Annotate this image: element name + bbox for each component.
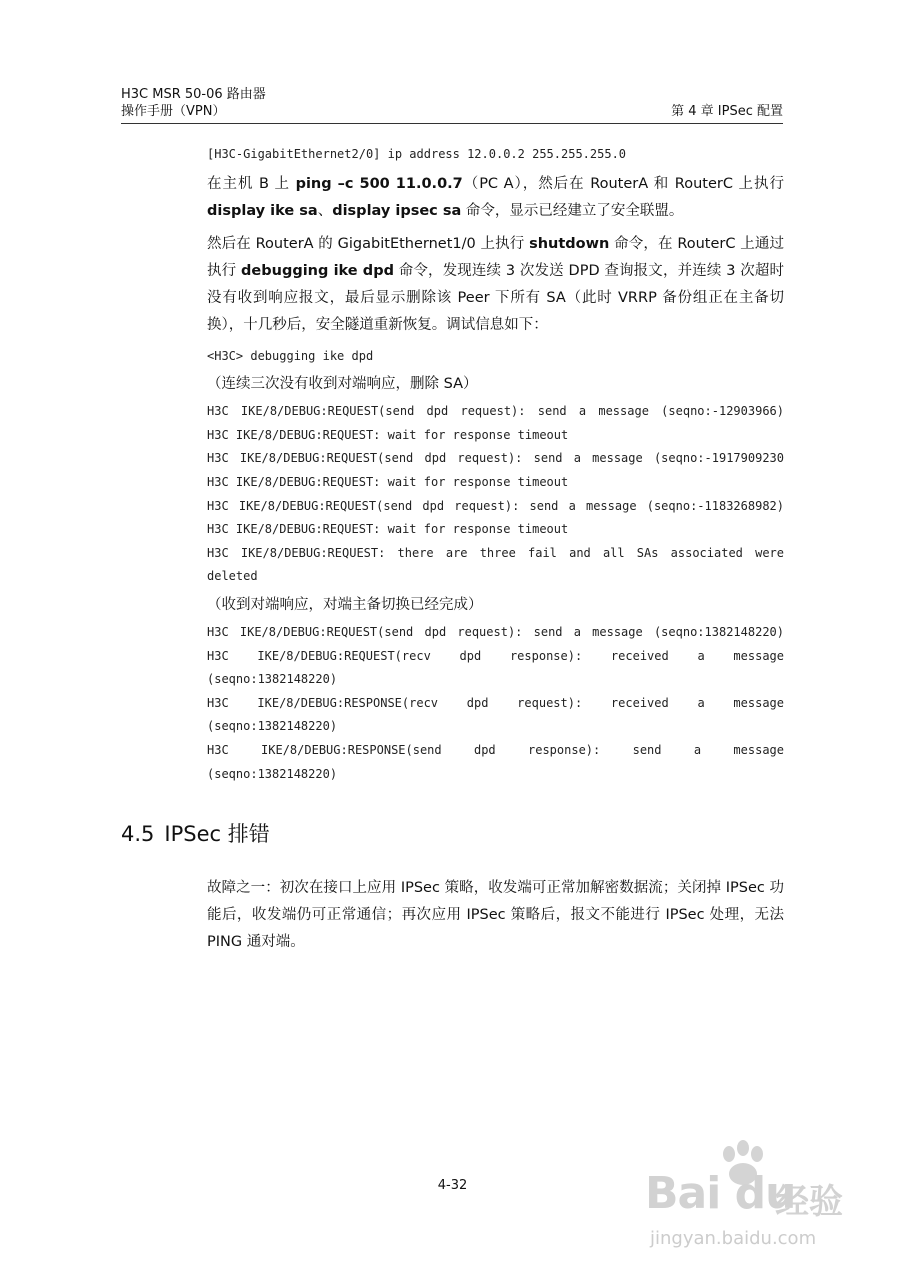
section-heading xyxy=(121,818,280,848)
log-line: H3C IKE/8/DEBUG:RESPONSE(send dpd response): send a message xyxy=(207,742,784,757)
log-line: H3C IKE/8/DEBUG:REQUEST: there are three fail and all SAs associated were xyxy=(207,545,784,560)
section-number: 4.5 xyxy=(121,822,155,846)
note-switchover-complete: （收到对端响应，对端主备切换已经完成） xyxy=(207,596,483,613)
log-line: H3C IKE/8/DEBUG:REQUEST: wait for response timeout xyxy=(207,427,569,442)
watermark-brand: 经验 xyxy=(775,1182,843,1222)
cmd-display-ipsec-sa: display ipsec sa xyxy=(332,202,462,219)
log-line: H3C IKE/8/DEBUG:REQUEST: wait for response timeout xyxy=(207,522,569,537)
section-title: IPSec 排错 xyxy=(164,822,270,846)
log-line: H3C IKE/8/DEBUG:RESPONSE(recv dpd request): received a message xyxy=(207,695,784,710)
log-line: H3C IKE/8/DEBUG:REQUEST(recv dpd response): received a message xyxy=(207,648,784,663)
header-divider xyxy=(121,123,783,124)
page-header-left xyxy=(121,86,266,120)
log-line: (seqno:1382148220) xyxy=(207,672,338,687)
cmd-debugging-ike-dpd: debugging ike dpd xyxy=(241,262,394,279)
fault-description: 故障之一：初次在接口上应用 IPSec 策略，收发端可正常加解密数据流；关闭掉 IPSec 功能后，收发端仍可正常通信；再次应用 IPSec 策略后，报文不能进行 IPSec 处理，无法 PING 通对端。 xyxy=(207,880,784,950)
watermark xyxy=(645,1140,865,1270)
watermark-url: jingyan.baidu.com xyxy=(650,1228,817,1249)
log-line: H3C IKE/8/DEBUG:REQUEST(send dpd request): send a message (seqno:-1917909230 xyxy=(207,451,784,466)
code-ip-address: [H3C-GigabitEthernet2/0] ip address 12.0.0.2 255.255.255.0 xyxy=(207,147,627,161)
log-line: deleted xyxy=(207,569,258,584)
paragraph-ping: 在主机 B 上 ping –c 500 11.0.0.7（PC A），然后在 RouterA 和 RouterC 上执行 display ike sa、display ipsec sa 命令，显示已经建立了安全联盟。 xyxy=(207,175,784,219)
watermark-logo: Bai du xyxy=(645,1168,796,1219)
log-line: H3C IKE/8/DEBUG:REQUEST(send dpd request): send a message (seqno:-12903966) xyxy=(207,404,784,419)
cmd-ping: ping –c 500 11.0.0.7 xyxy=(295,175,463,192)
header-manual: 操作手册（VPN） xyxy=(121,104,226,119)
main-content xyxy=(207,143,784,786)
header-chapter: 第 4 章 IPSec 配置 xyxy=(671,104,783,119)
log-line: H3C IKE/8/DEBUG:REQUEST: wait for response timeout xyxy=(207,474,569,489)
paragraph-shutdown: 然后在 RouterA 的 GigabitEthernet1/0 上执行 shutdown 命令，在 RouterC 上通过执行 debugging ike dpd 命令，发现连续 3 次发送 DPD 查询报文，并连续 3 次超时没有收到响应报文，最后显示删除该 Peer 下所有 SA（此时 VRRP 备份组正在主备切换），十几秒后，安全隧道重新恢复。调试信息如下： xyxy=(207,235,784,333)
cmd-shutdown: shutdown xyxy=(529,235,610,252)
log-line: H3C IKE/8/DEBUG:REQUEST(send dpd request): send a message (seqno:1382148220) xyxy=(207,624,784,639)
cmd-display-ike-sa: display ike sa xyxy=(207,202,318,219)
log-line: (seqno:1382148220) xyxy=(207,766,338,781)
log-line: (seqno:1382148220) xyxy=(207,719,338,734)
note-sa-deleted: （连续三次没有收到对端响应，删除 SA） xyxy=(207,376,478,393)
header-product: H3C MSR 50-06 路由器 xyxy=(121,87,266,102)
code-debug-command: <H3C> debugging ike dpd xyxy=(207,348,374,363)
page-number: 4-32 xyxy=(437,1178,468,1193)
log-line: H3C IKE/8/DEBUG:REQUEST(send dpd request): send a message (seqno:-1183268982) xyxy=(207,498,784,513)
